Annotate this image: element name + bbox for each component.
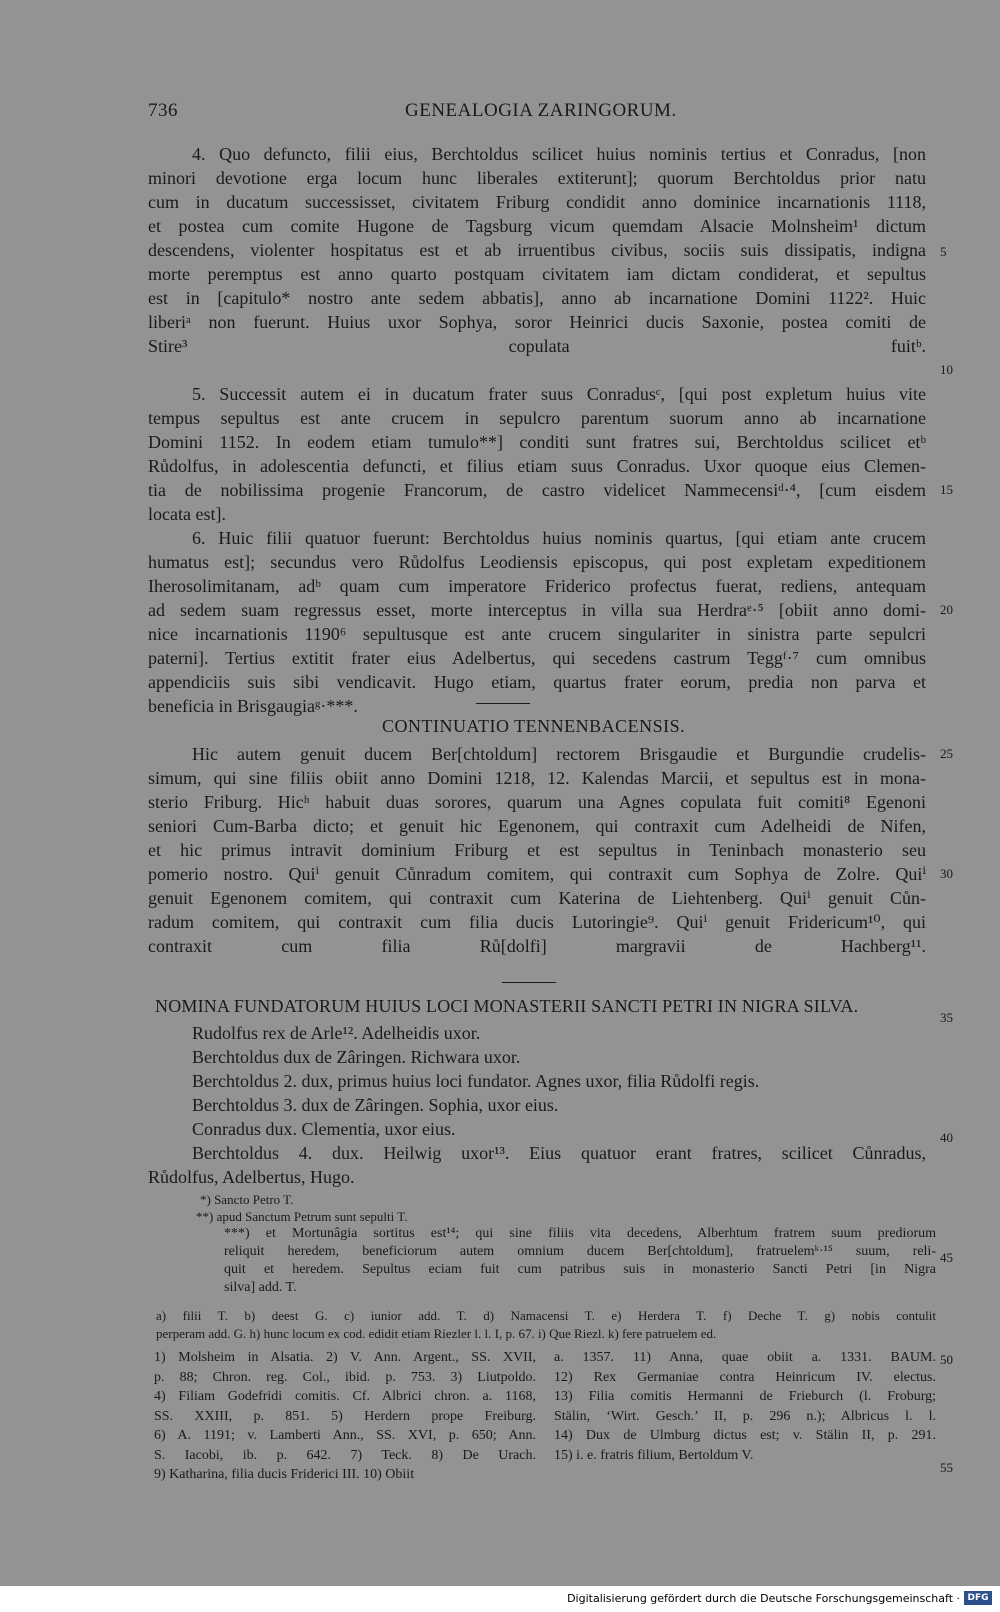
margin-line-number: 45: [940, 1250, 953, 1265]
text-line: nice incarnationis 1190⁶ sepultusque est ante crucem singulariter in sinistra parte sepulcri: [148, 624, 926, 644]
section-heading-nomina: NOMINA FUNDATORUM HUIUS LOCI MONASTERII SANCTI PETRI IN NIGRA SILVA.: [155, 996, 859, 1016]
asterisk-note: ***) et Mortunâgia sortitus est¹⁴; qui sine filiis vita decedens, Alberhtum fratrem suum prediorum: [224, 1226, 936, 1241]
text-line: Stire³ copulata fuitᵇ.: [148, 336, 926, 356]
variant-readings: perperam add. G. h) hunc locum ex cod. edidit etiam Riezler l. l. I, p. 67. i) Que Riezl. k) fere patruelem ed.: [156, 1326, 717, 1341]
asterisk-note: **) apud Sanctum Petrum sunt sepulti T.: [196, 1209, 408, 1224]
text-line: genuit Egenonem comitem, qui contraxit cum Katerina de Liehtenberg. Quiⁱ genuit Cůn-: [148, 888, 926, 908]
separator-rule: [476, 703, 530, 704]
margin-line-number: 25: [940, 746, 953, 761]
note-line: a. 1357. 11) Anna, quae obiit a. 1331. BAUM.: [554, 1350, 936, 1365]
note-line: 4) Filiam Godefridi comitis. Cf. Albrici chron. a. 1168,: [154, 1389, 536, 1404]
margin-line-number: 35: [940, 1010, 953, 1025]
variant-readings: a) filii T. b) deest G. c) iunior add. T. d) Namacensi T. e) Herdera T. f) Deche T. g) nobis contulit: [156, 1308, 936, 1323]
note-line: SS. XXIII, p. 851. 5) Herdern prope Freiburg.: [154, 1408, 536, 1424]
text-line: seniori Cum-Barba dicto; et genuit hic Egenonem, qui contraxit cum Adelheidi de Nifen,: [148, 816, 926, 836]
margin-line-number: 40: [940, 1130, 953, 1145]
text-line: minori devotione erga locum hunc liberales extiterunt]; quorum Berchtoldus prior natu: [148, 168, 926, 188]
dfg-logo: DFG: [964, 1591, 992, 1605]
text-line: ad sedem suam regressus esset, morte interceptus in villa sua Herdraᵉ·⁵ [obiit anno domi-: [148, 600, 926, 620]
asterisk-note: reliquit heredem, beneficiorum autem omnium ducem Ber[chtoldum], fratruelemᵏ·¹⁵ suum, reli-: [224, 1244, 936, 1259]
margin-line-number: 30: [940, 866, 953, 881]
asterisk-note: silva] add. T.: [224, 1280, 297, 1295]
text-line: radum comitem, qui contraxit cum filia ducis Lutoringie⁹. Quiⁱ genuit Fridericum¹⁰, qui: [148, 912, 926, 932]
margin-line-number: 15: [940, 482, 953, 497]
note-line: 14) Dux de Ulmburg dictus est; v. Stälin II, p. 291.: [554, 1428, 936, 1443]
text-line: 5. Successit autem ei in ducatum frater suus Conradusᶜ, [qui post expletum huius vite: [192, 384, 926, 404]
note-line: S. Iacobi, ib. p. 642. 7) Teck. 8) De Urach.: [154, 1447, 536, 1463]
founder-line: Růdolfus, Adelbertus, Hugo.: [148, 1167, 355, 1187]
text-line: cum in ducatum successisset, civitatem Friburg condidit anno dominice incarnationis 1118,: [148, 192, 926, 212]
founder-line: Berchtoldus 4. dux. Heilwig uxor¹³. Eius quatuor erant fratres, scilicet Cůnradus,: [192, 1143, 926, 1163]
founder-line: Berchtoldus dux de Zâringen. Richwara uxor.: [192, 1047, 521, 1067]
text-line: appendiciis suis sibi vendicavit. Hugo etiam, quartus frater eorum, predia non parva et: [148, 672, 926, 692]
text-line: morte peremptus est anno quarto postquam civitatem iam dictam condiderat, et sepultus: [148, 264, 926, 284]
founder-line: Berchtoldus 2. dux, primus huius loci fundator. Agnes uxor, filia Růdolfi regis.: [192, 1071, 760, 1091]
text-line: simum, qui sine filiis obiit anno Domini 1218, 12. Kalendas Marcii, et sepultus est in mona-: [148, 768, 926, 788]
margin-line-number: 50: [940, 1352, 953, 1367]
text-line: paterni]. Tertius extitit frater eius Adelbertus, qui secedens castrum Teggᶠ·⁷ cum omnibus: [148, 648, 926, 668]
text-line: et postea cum comite Hugone de Tagsburg vicum quemdam Alsacie Molnsheim¹ dictum: [148, 216, 926, 236]
note-line: 13) Filia comitis Hermanni de Frieburch (l. Froburg;: [554, 1389, 936, 1404]
margin-line-number: 10: [940, 362, 953, 377]
funding-notice: Digitalisierung gefördert durch die Deutsche Forschungsgemeinschaft ·: [567, 1592, 960, 1605]
running-title: GENEALOGIA ZARINGORUM.: [405, 100, 677, 121]
margin-line-number: 20: [940, 602, 953, 617]
text-line: liberiᵃ non fuerunt. Huius uxor Sophya, soror Heinrici ducis Saxonie, postea comiti de: [148, 312, 926, 332]
text-line: 6. Huic filii quatuor fuerunt: Berchtoldus huius nominis quartus, [qui etiam ante crucem: [192, 528, 926, 548]
note-line: 6) A. 1191; v. Lamberti Ann., SS. XVI, p. 650; Ann.: [154, 1428, 536, 1443]
text-line: Domini 1152. In eodem etiam tumulo**] conditi sunt fratres sui, Berchtoldus scilicet etᵇ: [148, 432, 926, 452]
text-line: locata est].: [148, 504, 226, 524]
text-line: contraxit cum filia Rů[dolfi] margravii de Hachberg¹¹.: [148, 936, 926, 956]
section-heading-continuatio: CONTINUATIO TENNENBACENSIS.: [382, 716, 686, 736]
text-line: Iherosolimitanam, adᵇ quam cum imperatore Friderico profectus fuerat, rediens, antequam: [148, 576, 926, 596]
notes-right-column: [554, 1348, 936, 1465]
notes-left-column: [154, 1348, 536, 1485]
text-line: et hic primus intravit dominium Friburg et est sepultus in Teninbach monasterio seu: [148, 840, 926, 860]
note-line: Stälin, ‘Wirt. Gesch.’ II, p. 296 n.); Albricus l. l.: [554, 1408, 936, 1424]
text-line: Růdolfus, in adolescentia defuncti, et filius etiam suus Conradus. Uxor quoque eius Clemen-: [148, 456, 926, 476]
digitization-footer: [0, 1586, 1000, 1612]
note-line: p. 88; Chron. reg. Col., ibid. p. 753. 3) Liutpoldo.: [154, 1369, 536, 1385]
text-line: tia de nobilissima progenie Francorum, de castro videlicet Nammecensiᵈ·⁴, [cum eisdem: [148, 480, 926, 500]
asterisk-note: *) Sancto Petro T.: [200, 1192, 294, 1207]
text-line: sterio Friburg. Hicʰ habuit duas sorores, quarum una Agnes copulata fuit comiti⁸ Egenoni: [148, 792, 926, 812]
margin-line-number: 55: [940, 1460, 953, 1475]
text-line: descendens, violenter hospitatus est et ab irruentibus civibus, sociis suis dissipatis, indigna: [148, 240, 926, 260]
text-line: Hic autem genuit ducem Ber[chtoldum] rectorem Brisgaudie et Burgundie crudelis-: [192, 744, 926, 764]
note-line: 9) Katharina, filia ducis Friderici III. 10) Obiit: [154, 1467, 415, 1482]
asterisk-note: quit et heredem. Sepultus eciam fuit cum patribus suis in monasterio Sancti Petri [in Nigra: [224, 1262, 936, 1277]
separator-rule: [502, 982, 556, 983]
note-line: 1) Molsheim in Alsatia. 2) V. Ann. Argent., SS. XVII,: [154, 1350, 536, 1365]
text-line: tempus sepultus est ante crucem in sepulcro parentum suorum anno ab incarnatione: [148, 408, 926, 428]
founder-line: Conradus dux. Clementia, uxor eius.: [192, 1119, 456, 1139]
text-line: pomerio nostro. Quiⁱ genuit Cůnradum comitem, qui contraxit cum Sophya de Zolre. Quiⁱ: [148, 864, 926, 884]
text-line: beneficia in Brisgaugiaᵍ·***.: [148, 696, 358, 716]
note-line: 12) Rex Germaniae contra Heinricum IV. electus.: [554, 1369, 936, 1385]
note-line: 15) i. e. fratris filium, Bertoldum V.: [554, 1447, 754, 1463]
text-line: humatus est]; secundus vero Růdolfus Leodiensis episcopus, qui post expletam expeditionem: [148, 552, 926, 572]
text-line: 4. Quo defuncto, filii eius, Berchtoldus scilicet huius nominis tertius et Conradus, [non: [192, 144, 926, 164]
margin-line-number: 5: [940, 244, 947, 259]
founder-line: Rudolfus rex de Arle¹². Adelheidis uxor.: [192, 1023, 481, 1043]
page-number: 736: [148, 100, 178, 121]
founder-line: Berchtoldus 3. dux de Zâringen. Sophia, uxor eius.: [192, 1095, 559, 1115]
text-line: est in [capitulo* nostro ante sedem abbatis], anno ab incarnatione Domini 1122². Huic: [148, 288, 926, 308]
